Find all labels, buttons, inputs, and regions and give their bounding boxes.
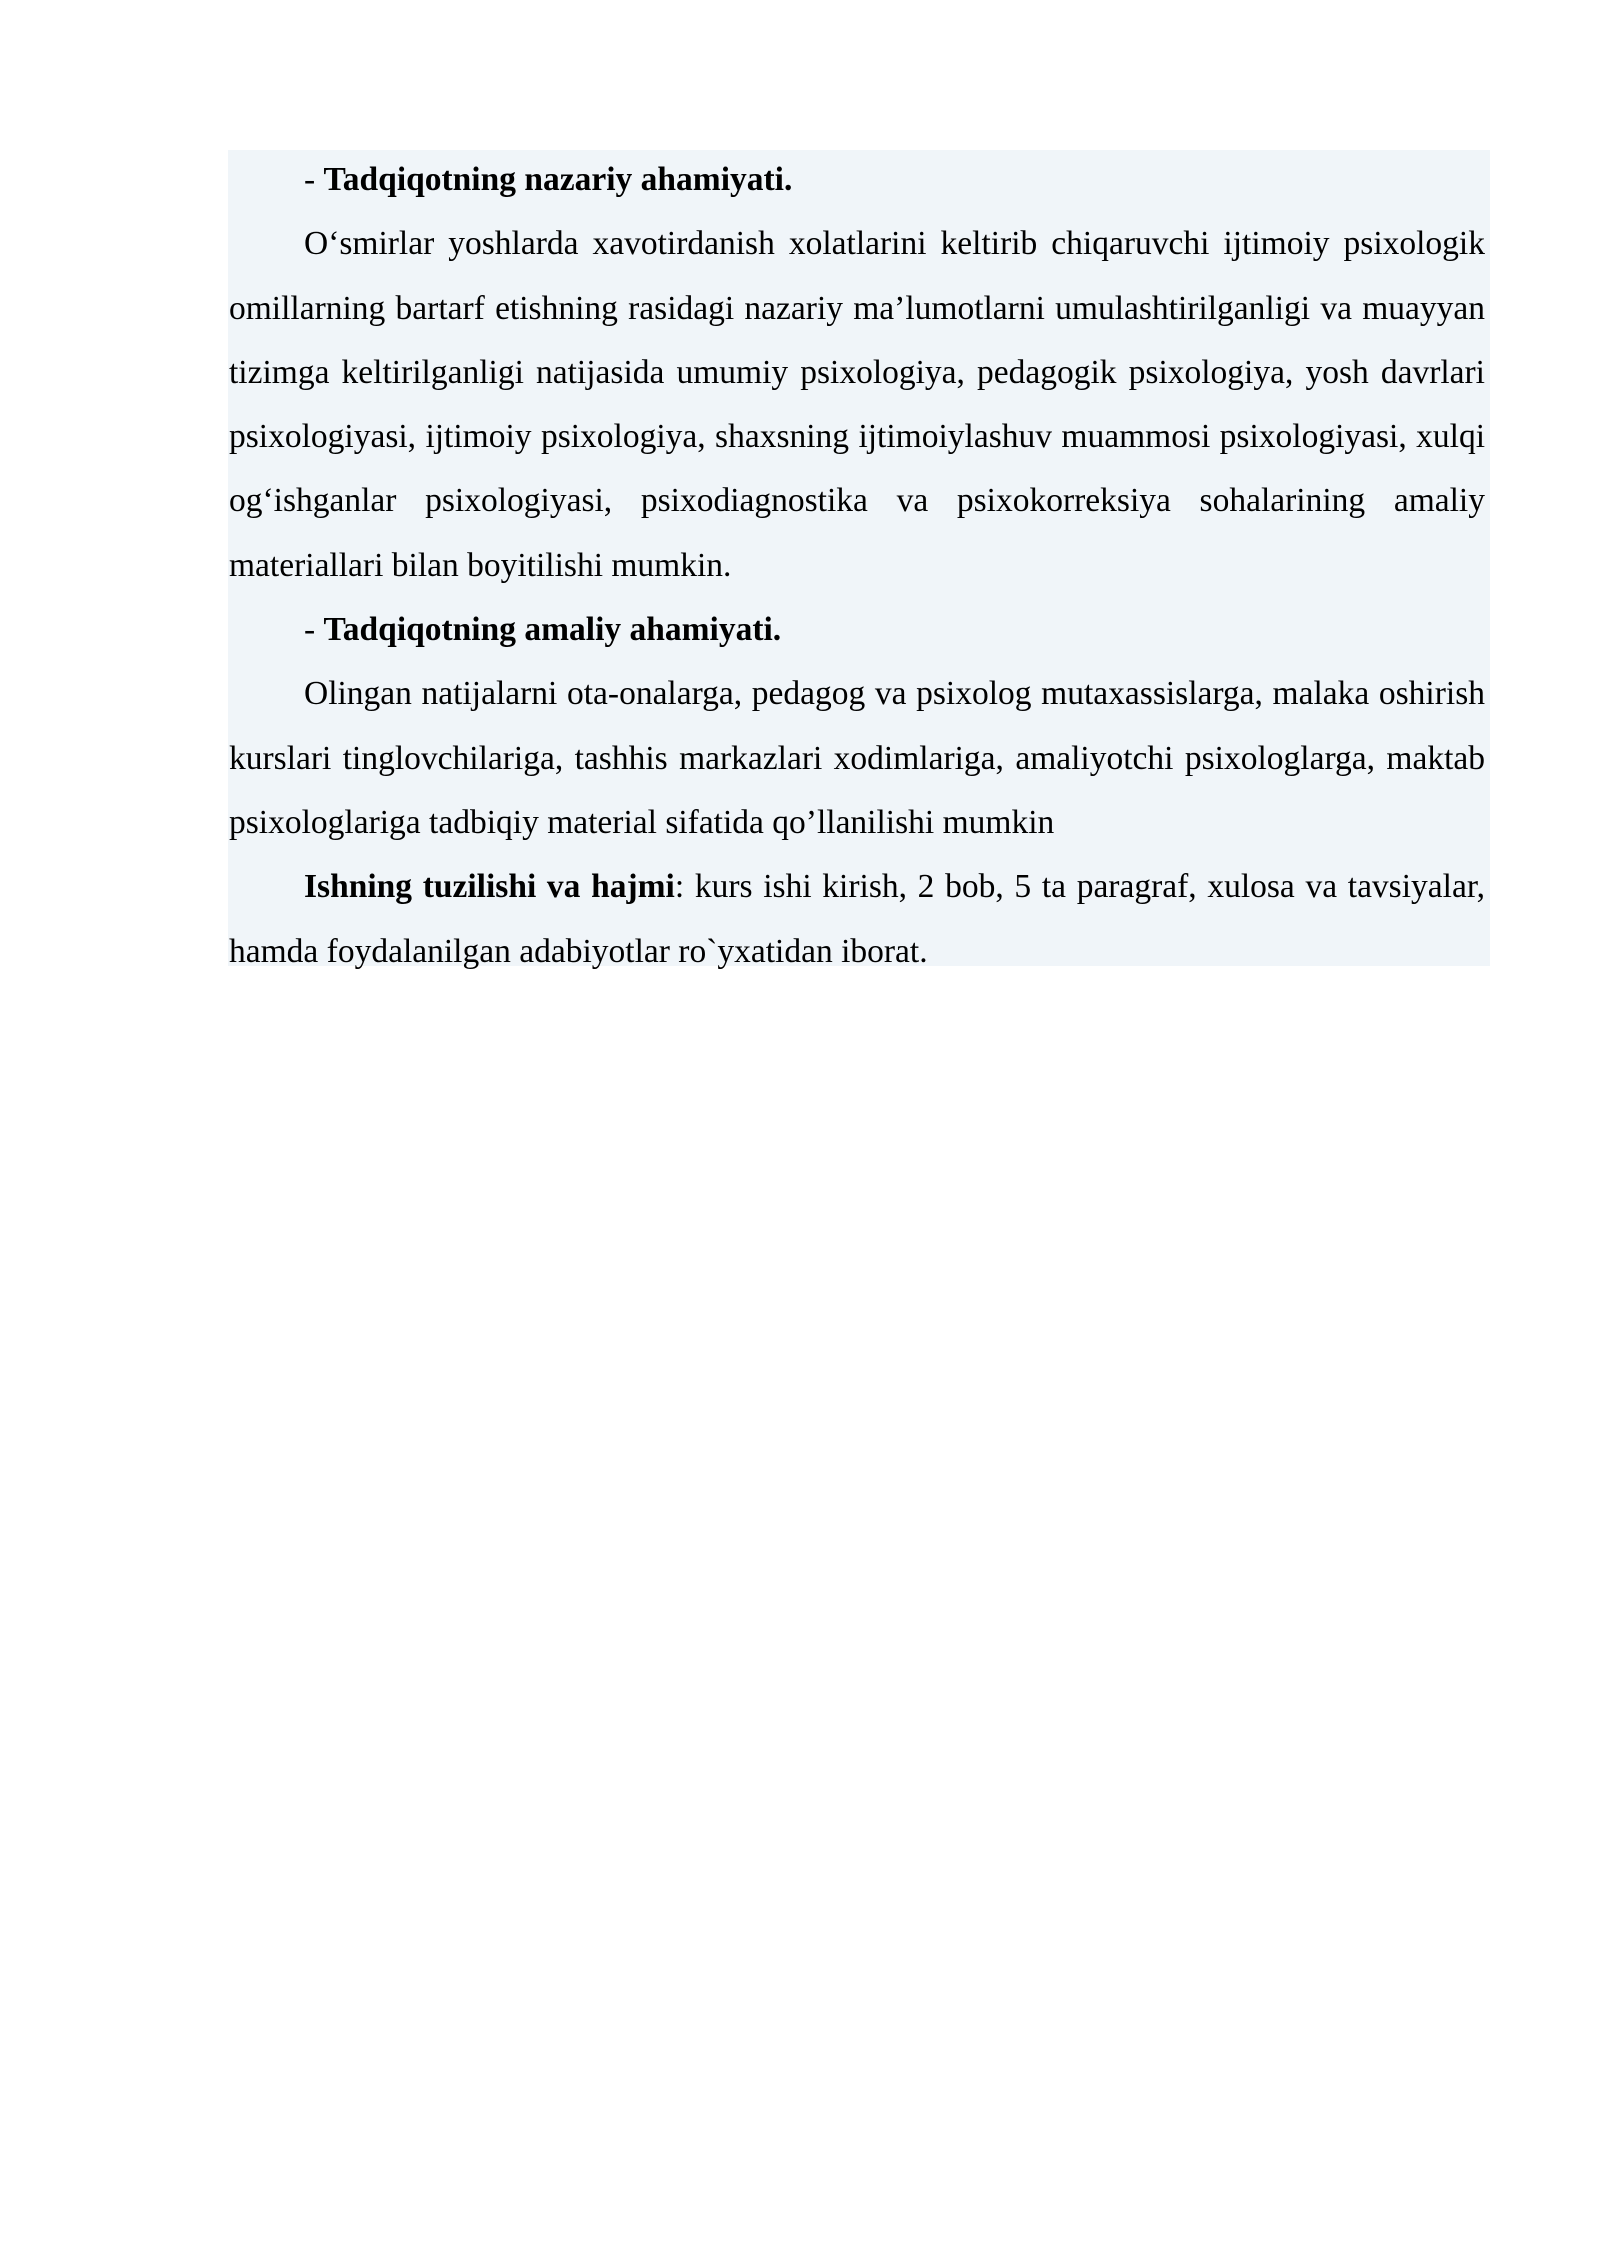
theory-paragraph: O‘smirlar yoshlarda xavotirdanish xolatlarini keltirib chiqaruvchi ijtimoiy psixologik omillarning bartarf etishning rasidagi nazariy ma’lumotlarni umulashtirilganligi va muayyan tizimga keltirilganligi natijasida umumiy psixologiya, pedagogik psixologiya, yosh davrlari psixologiyasi, ijtimoiy psixologiya, shaxsning ijtimoiylashuv muammosi psixologiyasi, xulqi og‘ishganlar psixologiyasi, psixodiagnostika va psixokorreksiya sohalarining amaliy materiallari bilan boyitilishi mumkin. — [229, 225, 1485, 584]
practice-heading-paragraph — [229, 598, 1485, 662]
document-body — [229, 148, 1485, 984]
theory-heading-paragraph — [229, 148, 1485, 212]
practice-heading-dash: - — [304, 611, 324, 649]
theory-heading: Tadqiqotning nazariy ahamiyati. — [323, 161, 793, 198]
practice-paragraph: Olingan natijalarni ota-onalarga, pedagog va psixolog mutaxassislarga, malaka oshirish kurslari tinglovchilariga, tashhis markazlari xodimlariga, amaliyotchi psixologlarga, maktab psixologlariga tadbiqiy material sifatida qo’llanilishi mumkin — [229, 675, 1485, 841]
structure-text: : kurs ishi kirish, 2 bob, 5 ta paragraf, xulosa va tavsiyalar, hamda foydalanilgan adabiyotlar ro`yxatidan iborat. — [229, 868, 1486, 970]
structure-heading: Ishning tuzilishi va hajmi — [304, 868, 675, 906]
structure-paragraph — [229, 855, 1485, 984]
practice-heading: Tadqiqotning amaliy ahamiyati. — [323, 611, 782, 649]
theory-heading-dash: - — [304, 161, 324, 198]
